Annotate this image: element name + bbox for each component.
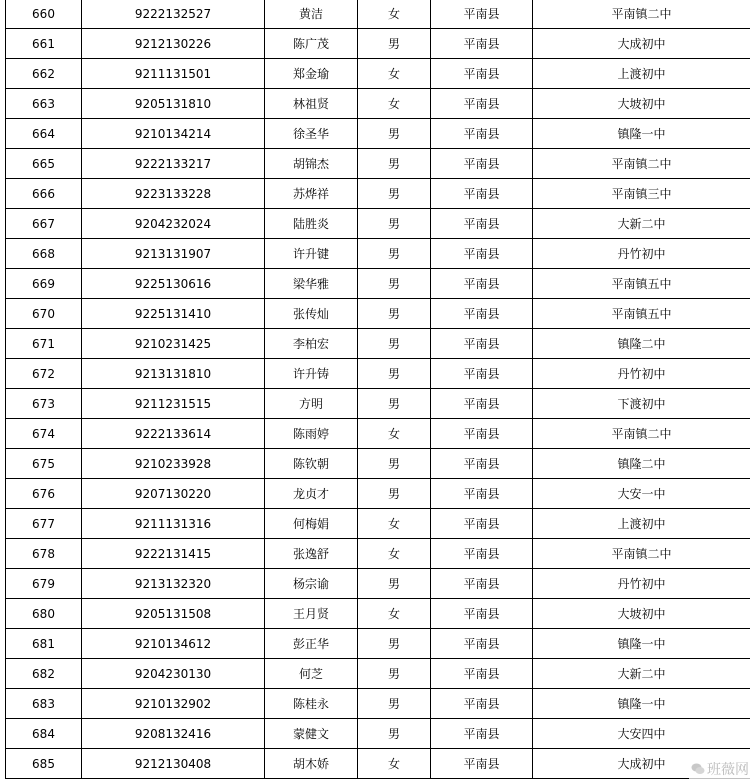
gender-cell: 男: [358, 179, 431, 209]
exam-id-cell: 9211131501: [82, 59, 265, 89]
school-cell: 大坡初中: [533, 89, 751, 119]
exam-id-cell: 9213131907: [82, 239, 265, 269]
gender-cell: 男: [358, 329, 431, 359]
table-row: [6, 569, 751, 599]
exam-id-cell: 9210233928: [82, 449, 265, 479]
row-number-cell: 665: [6, 149, 82, 179]
student-name-cell: 张逸舒: [265, 539, 358, 569]
school-cell: 平南镇三中: [533, 179, 751, 209]
student-name-cell: 蒙健文: [265, 719, 358, 749]
table-row: [6, 329, 751, 359]
county-cell: 平南县: [431, 599, 533, 629]
row-number-cell: 684: [6, 719, 82, 749]
county-cell: 平南县: [431, 149, 533, 179]
table-row: [6, 119, 751, 149]
row-number-cell: 679: [6, 569, 82, 599]
table-row: [6, 509, 751, 539]
school-cell: 大成初中: [533, 29, 751, 59]
exam-id-cell: 9204232024: [82, 209, 265, 239]
county-cell: 平南县: [431, 329, 533, 359]
exam-id-cell: 9225131410: [82, 299, 265, 329]
county-cell: 平南县: [431, 359, 533, 389]
row-number-cell: 678: [6, 539, 82, 569]
table-row: [6, 239, 751, 269]
gender-cell: 男: [358, 209, 431, 239]
exam-id-cell: 9211231515: [82, 389, 265, 419]
gender-cell: 男: [358, 239, 431, 269]
student-name-cell: 陈钦朝: [265, 449, 358, 479]
student-name-cell: 徐圣华: [265, 119, 358, 149]
table-row: [6, 449, 751, 479]
table-row: [6, 599, 751, 629]
row-number-cell: 680: [6, 599, 82, 629]
gender-cell: 男: [358, 479, 431, 509]
student-name-cell: 李柏宏: [265, 329, 358, 359]
exam-id-cell: 9225130616: [82, 269, 265, 299]
table-row: [6, 479, 751, 509]
gender-cell: 男: [358, 449, 431, 479]
school-cell: 镇隆二中: [533, 449, 751, 479]
student-name-cell: 林祖贤: [265, 89, 358, 119]
school-cell: 大坡初中: [533, 599, 751, 629]
student-name-cell: 梁华雅: [265, 269, 358, 299]
student-name-cell: 彭正华: [265, 629, 358, 659]
gender-cell: 女: [358, 59, 431, 89]
school-cell: 平南镇五中: [533, 299, 751, 329]
gender-cell: 男: [358, 659, 431, 689]
exam-id-cell: 9213132320: [82, 569, 265, 599]
school-cell: 大安一中: [533, 479, 751, 509]
school-cell: 镇隆二中: [533, 329, 751, 359]
table-row: [6, 659, 751, 689]
exam-id-cell: 9207130220: [82, 479, 265, 509]
county-cell: 平南县: [431, 0, 533, 29]
school-cell: 镇隆一中: [533, 689, 751, 719]
row-number-cell: 661: [6, 29, 82, 59]
student-name-cell: 陈广茂: [265, 29, 358, 59]
table-row: [6, 359, 751, 389]
school-cell: 上渡初中: [533, 59, 751, 89]
student-name-cell: 许升键: [265, 239, 358, 269]
school-cell: 大新二中: [533, 659, 751, 689]
gender-cell: 男: [358, 299, 431, 329]
student-name-cell: 陈雨婷: [265, 419, 358, 449]
watermark: [689, 759, 751, 779]
exam-id-cell: 9222133217: [82, 149, 265, 179]
student-name-cell: 胡锦杰: [265, 149, 358, 179]
exam-id-cell: 9212130226: [82, 29, 265, 59]
exam-id-cell: 9222132527: [82, 0, 265, 29]
table-row: [6, 629, 751, 659]
school-cell: 丹竹初中: [533, 569, 751, 599]
row-number-cell: 662: [6, 59, 82, 89]
school-cell: 丹竹初中: [533, 359, 751, 389]
exam-id-cell: 9210134612: [82, 629, 265, 659]
county-cell: 平南县: [431, 29, 533, 59]
table-row: [6, 689, 751, 719]
row-number-cell: 674: [6, 419, 82, 449]
table-row: [6, 209, 751, 239]
student-name-cell: 杨宗谕: [265, 569, 358, 599]
gender-cell: 男: [358, 689, 431, 719]
school-cell: 大成初中: [533, 749, 751, 779]
row-number-cell: 672: [6, 359, 82, 389]
exam-id-cell: 9205131508: [82, 599, 265, 629]
table-row: [6, 89, 751, 119]
table-row: [6, 389, 751, 419]
exam-id-cell: 9208132416: [82, 719, 265, 749]
county-cell: 平南县: [431, 179, 533, 209]
table-row: [6, 749, 751, 779]
table-row: [6, 719, 751, 749]
school-cell: 镇隆一中: [533, 629, 751, 659]
table-row: [6, 539, 751, 569]
student-name-cell: 王月贤: [265, 599, 358, 629]
row-number-cell: 673: [6, 389, 82, 419]
gender-cell: 男: [358, 359, 431, 389]
row-number-cell: 669: [6, 269, 82, 299]
row-number-cell: 675: [6, 449, 82, 479]
row-number-cell: 663: [6, 89, 82, 119]
table-body: [6, 0, 751, 779]
county-cell: 平南县: [431, 569, 533, 599]
student-table: [5, 0, 750, 779]
gender-cell: 男: [358, 119, 431, 149]
county-cell: 平南县: [431, 269, 533, 299]
table-row: [6, 269, 751, 299]
gender-cell: 女: [358, 599, 431, 629]
county-cell: 平南县: [431, 89, 533, 119]
student-name-cell: 陆胜炎: [265, 209, 358, 239]
county-cell: 平南县: [431, 689, 533, 719]
row-number-cell: 685: [6, 749, 82, 779]
county-cell: 平南县: [431, 389, 533, 419]
gender-cell: 男: [358, 29, 431, 59]
student-name-cell: 方明: [265, 389, 358, 419]
row-number-cell: 668: [6, 239, 82, 269]
county-cell: 平南县: [431, 539, 533, 569]
school-cell: 平南镇二中: [533, 539, 751, 569]
county-cell: 平南县: [431, 449, 533, 479]
gender-cell: 男: [358, 629, 431, 659]
table-row: [6, 419, 751, 449]
school-cell: 平南镇二中: [533, 419, 751, 449]
gender-cell: 女: [358, 509, 431, 539]
row-number-cell: 666: [6, 179, 82, 209]
county-cell: 平南县: [431, 749, 533, 779]
county-cell: 平南县: [431, 659, 533, 689]
exam-id-cell: 9211131316: [82, 509, 265, 539]
county-cell: 平南县: [431, 629, 533, 659]
gender-cell: 女: [358, 89, 431, 119]
gender-cell: 男: [358, 269, 431, 299]
gender-cell: 女: [358, 419, 431, 449]
table-row: [6, 59, 751, 89]
gender-cell: 男: [358, 569, 431, 599]
table-row: [6, 29, 751, 59]
row-number-cell: 681: [6, 629, 82, 659]
county-cell: 平南县: [431, 419, 533, 449]
table-row: [6, 149, 751, 179]
row-number-cell: 671: [6, 329, 82, 359]
exam-id-cell: 9210134214: [82, 119, 265, 149]
exam-id-cell: 9213131810: [82, 359, 265, 389]
student-name-cell: 许升铸: [265, 359, 358, 389]
row-number-cell: 677: [6, 509, 82, 539]
gender-cell: 男: [358, 719, 431, 749]
school-cell: 平南镇二中: [533, 149, 751, 179]
table-row: [6, 0, 751, 29]
row-number-cell: 670: [6, 299, 82, 329]
county-cell: 平南县: [431, 239, 533, 269]
student-name-cell: 苏烨祥: [265, 179, 358, 209]
student-name-cell: 何梅娟: [265, 509, 358, 539]
county-cell: 平南县: [431, 509, 533, 539]
school-cell: 平南镇二中: [533, 0, 751, 29]
exam-id-cell: 9210132902: [82, 689, 265, 719]
county-cell: 平南县: [431, 59, 533, 89]
student-name-cell: 郑金瑜: [265, 59, 358, 89]
exam-id-cell: 9212130408: [82, 749, 265, 779]
gender-cell: 男: [358, 149, 431, 179]
watermark-text: 班薇网: [707, 762, 749, 778]
county-cell: 平南县: [431, 719, 533, 749]
school-cell: 丹竹初中: [533, 239, 751, 269]
exam-id-cell: 9222133614: [82, 419, 265, 449]
student-name-cell: 张传灿: [265, 299, 358, 329]
school-cell: 大安四中: [533, 719, 751, 749]
exam-id-cell: 9223133228: [82, 179, 265, 209]
wechat-icon: [691, 762, 705, 776]
row-number-cell: 682: [6, 659, 82, 689]
county-cell: 平南县: [431, 299, 533, 329]
school-cell: 大新二中: [533, 209, 751, 239]
student-name-cell: 陈桂永: [265, 689, 358, 719]
school-cell: 下渡初中: [533, 389, 751, 419]
table-row: [6, 299, 751, 329]
gender-cell: 男: [358, 389, 431, 419]
row-number-cell: 676: [6, 479, 82, 509]
row-number-cell: 660: [6, 0, 82, 29]
school-cell: 镇隆一中: [533, 119, 751, 149]
row-number-cell: 683: [6, 689, 82, 719]
table-row: [6, 179, 751, 209]
school-cell: 上渡初中: [533, 509, 751, 539]
exam-id-cell: 9205131810: [82, 89, 265, 119]
gender-cell: 女: [358, 749, 431, 779]
county-cell: 平南县: [431, 119, 533, 149]
student-name-cell: 何芝: [265, 659, 358, 689]
student-list-sheet: [5, 0, 750, 780]
student-name-cell: 黄洁: [265, 0, 358, 29]
county-cell: 平南县: [431, 479, 533, 509]
county-cell: 平南县: [431, 209, 533, 239]
school-cell: 平南镇五中: [533, 269, 751, 299]
row-number-cell: 664: [6, 119, 82, 149]
row-number-cell: 667: [6, 209, 82, 239]
student-name-cell: 龙贞才: [265, 479, 358, 509]
gender-cell: 女: [358, 539, 431, 569]
exam-id-cell: 9210231425: [82, 329, 265, 359]
gender-cell: 女: [358, 0, 431, 29]
student-name-cell: 胡木娇: [265, 749, 358, 779]
exam-id-cell: 9204230130: [82, 659, 265, 689]
exam-id-cell: 9222131415: [82, 539, 265, 569]
